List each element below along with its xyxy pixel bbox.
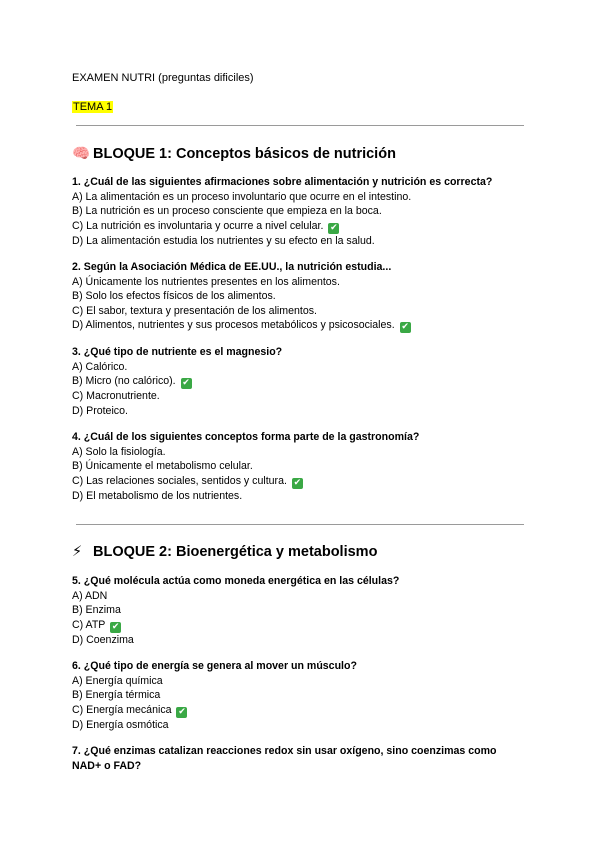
check-icon: ✔: [178, 706, 186, 717]
question-2: [72, 260, 527, 333]
lightning-icon: ⚡: [72, 544, 83, 560]
question-text: 3. ¿Qué tipo de nutriente es el magnesio?: [72, 346, 283, 358]
option-a: A) La alimentación es un proceso involuntario que ocurre en el intestino.: [72, 190, 412, 203]
check-icon: ✔: [111, 621, 120, 632]
option-d: [72, 318, 527, 333]
document-title: EXAMEN NUTRI (preguntas dificiles): [72, 72, 254, 84]
option-c: C) Macronutriente.: [72, 390, 160, 403]
question-text: 1. ¿Cuál de las siguientes afirmaciones sobre alimentación y nutrición es correcta?: [72, 176, 493, 188]
option-d: D) Energía osmótica: [72, 718, 169, 731]
bloque-2-title: BLOQUE 2: Bioenergética y metabolismo: [93, 544, 378, 560]
question-text: 7. ¿Qué enzimas catalizan reacciones redox sin usar oxígeno, sino coenzimas como NAD+ o FAD?: [72, 745, 497, 772]
option-text: C) La nutrición es involuntaria y ocurre a nivel celular.: [72, 219, 324, 232]
option-c: C) El sabor, textura y presentación de los alimentos.: [72, 304, 317, 317]
option-d: D) La alimentación estudia los nutrientes y su efecto en la salud.: [72, 234, 375, 247]
divider: [76, 524, 524, 525]
option-text: C) ATP: [72, 618, 106, 631]
question-7: [72, 744, 527, 773]
option-text: C) Las relaciones sociales, sentidos y cultura.: [72, 474, 287, 487]
question-6: [72, 659, 527, 732]
option-c: [72, 703, 527, 718]
option-c: [72, 618, 527, 633]
brain-icon: 🧠: [72, 146, 91, 162]
question-text: 6. ¿Qué tipo de energía se genera al mover un músculo?: [72, 660, 357, 672]
option-b: B) Energía térmica: [72, 689, 161, 702]
option-a: A) Energía química: [72, 674, 163, 687]
question-text: 5. ¿Qué molécula actúa como moneda energética en las células?: [72, 575, 400, 587]
question-5: [72, 574, 527, 647]
option-text: D) Alimentos, nutrientes y sus procesos metabólicos y psicosociales.: [72, 319, 395, 332]
check-icon: ✔: [182, 378, 190, 389]
option-a: A) Únicamente los nutrientes presentes en los alimentos.: [72, 275, 340, 288]
check-icon: ✔: [293, 477, 302, 488]
option-b: [72, 374, 527, 389]
option-text: C) Energía mecánica: [72, 703, 172, 716]
question-4: [72, 430, 527, 503]
option-a: A) Calórico.: [72, 360, 128, 373]
question-text: 2. Según la Asociación Médica de EE.UU., la nutrición estudia...: [72, 261, 392, 273]
option-b: B) Enzima: [72, 604, 121, 617]
divider: [76, 125, 524, 126]
option-d: D) El metabolismo de los nutrientes.: [72, 489, 243, 502]
option-b: B) Solo los efectos físicos de los alimentos.: [72, 290, 276, 303]
bloque-2-heading: [72, 544, 377, 560]
question-3: [72, 345, 527, 418]
bloque-1-heading: [72, 145, 396, 162]
check-icon: ✔: [401, 322, 409, 333]
option-a: A) ADN: [72, 589, 108, 602]
option-c: [72, 474, 527, 489]
option-d: D) Proteico.: [72, 404, 128, 417]
check-icon: ✔: [330, 222, 338, 233]
option-c: [72, 219, 527, 234]
option-text: B) Micro (no calórico).: [72, 375, 176, 388]
option-a: A) Solo la fisiología.: [72, 445, 166, 458]
option-d: D) Coenzima: [72, 633, 134, 646]
tema-heading: TEMA 1: [73, 101, 113, 113]
option-b: B) Únicamente el metabolismo celular.: [72, 460, 253, 473]
question-text: 4. ¿Cuál de los siguientes conceptos forma parte de la gastronomía?: [72, 431, 420, 443]
option-b: B) La nutrición es un proceso consciente que empieza en la boca.: [72, 205, 382, 218]
bloque-1-title: BLOQUE 1: Conceptos básicos de nutrición: [93, 146, 396, 162]
question-1: [72, 175, 527, 248]
